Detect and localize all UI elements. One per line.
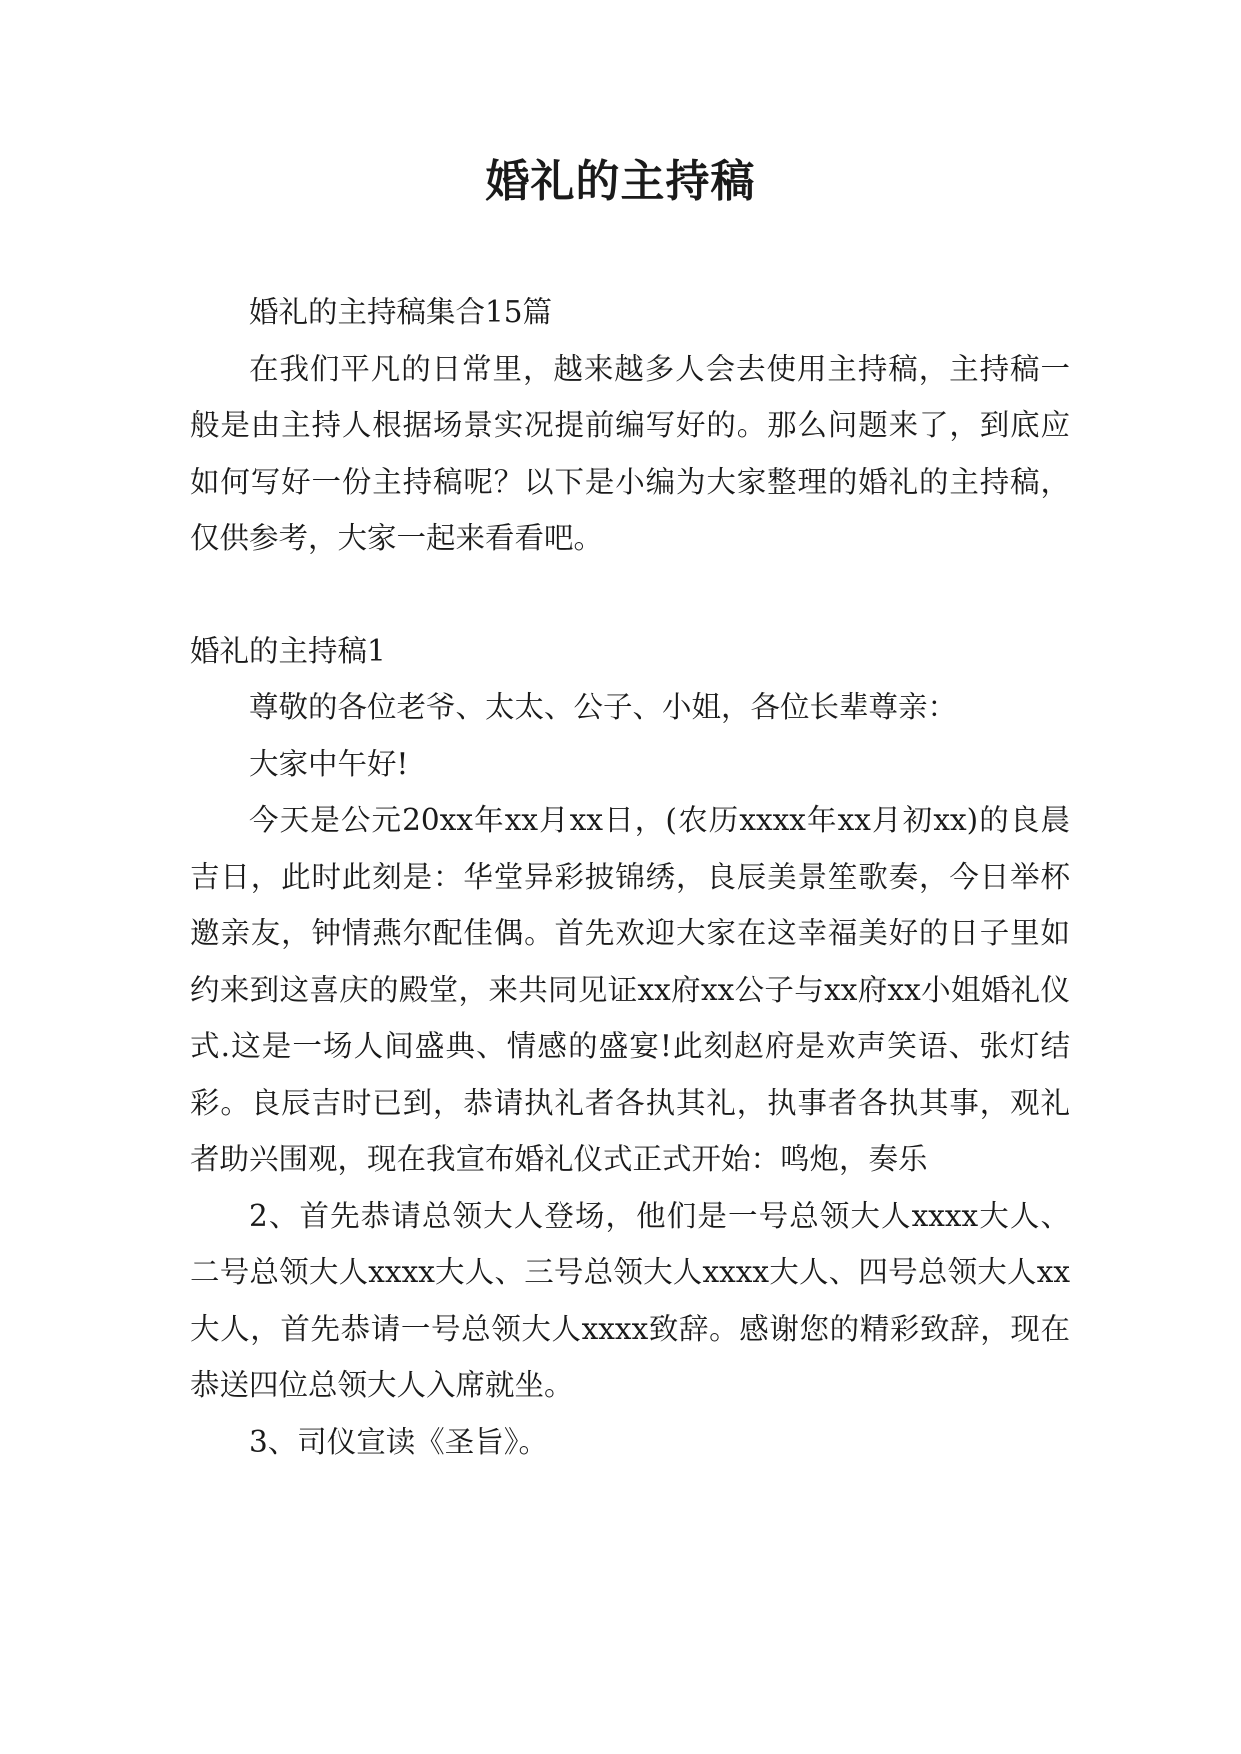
intro-paragraph: 在我们平凡的日常里，越来越多人会去使用主持稿，主持稿一般是由主持人根据场景实况提前编写好的。那么问题来了，到底应如何写好一份主持稿呢？以下是小编为大家整理的婚礼的主持稿，仅供参考，大家一起来看看吧。 (190, 351, 1070, 555)
document-title: 婚礼的主持稿 (485, 156, 756, 207)
opening-paragraph: 今天是公元20xx年xx月xx日，(农历xxxx年xx月初xx)的良晨吉日，此时此刻是：华堂异彩披锦绣，良辰美景笙歌奏，今日举杯邀亲友，钟情燕尔配佳偶。首先欢迎大家在这幸福美好的日子里如约来到这喜庆的殿堂，来共同见证xx府xx公子与xx府xx小姐婚礼仪式.这是一场人间盛典、情感的盛宴!此刻赵府是欢声笑语、张灯结彩。良辰吉时已到，恭请执礼者各执其礼，执事者各执其事，观礼者助兴围观，现在我宣布婚礼仪式正式开始：鸣炮，奏乐 (190, 803, 1070, 1176)
step-2-paragraph: 2、首先恭请总领大人登场，他们是一号总领大人xxxx大人、二号总领大人xxxx大人、三号总领大人xxxx大人、四号总领大人xx大人，首先恭请一号总领大人xxxx致辞。感谢您的精彩致辞，现在恭送四位总领大人入席就坐。 (190, 1198, 1070, 1402)
document-body (190, 284, 1070, 1470)
step-3-paragraph: 3、司仪宣读《圣旨》。 (249, 1424, 549, 1459)
greeting-paragraph: 尊敬的各位老爷、太太、公子、小姐，各位长辈尊亲： (249, 690, 958, 724)
section-heading: 婚礼的主持稿1 (190, 633, 386, 668)
paragraph-gap (190, 567, 1070, 623)
greeting-line: 大家中午好! (249, 746, 409, 781)
document-subtitle: 婚礼的主持稿集合15篇 (249, 295, 553, 329)
